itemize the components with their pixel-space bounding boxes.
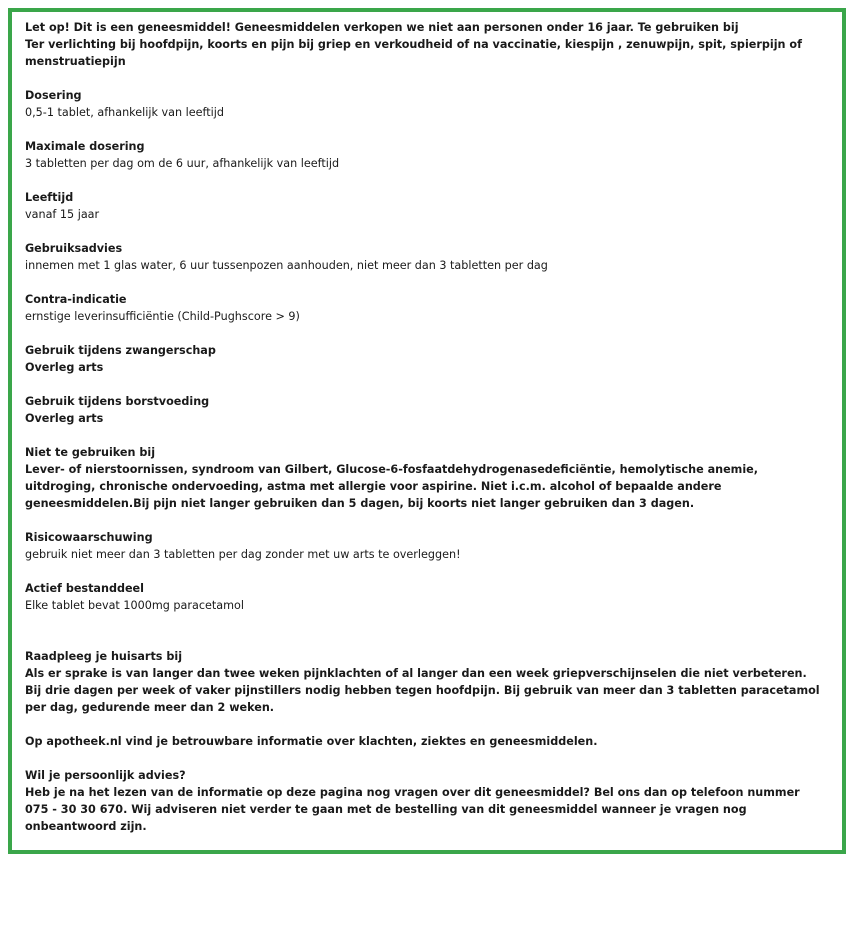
section-heading: Raadpleeg je huisarts bij — [25, 650, 183, 663]
section-value: Als er sprake is van langer dan twee weken pijnklachten of al langer dan een week griepverschijnselen die niet verbeteren. Bij drie dagen per week of vaker pijnstillers nodig hebben tegen hoofdpijn. Bij gebruik van meer dan 3 tabletten paracetamol per dag, gedurende meer dan 2 weken. — [25, 667, 820, 714]
section-heading: Leeftijd — [25, 191, 74, 204]
section-value: Elke tablet bevat 1000mg paracetamol — [25, 599, 244, 612]
intro-indications: Ter verlichting bij hoofdpijn, koorts en pijn bij griep en verkoudheid of na vaccinatie, kiespijn , zenuwpijn, spit, spierpijn of menstruatiepijn — [25, 38, 802, 68]
section-max-dosering — [25, 138, 825, 172]
section-zwangerschap — [25, 342, 825, 376]
section-value: 0,5-1 tablet, afhankelijk van leeftijd — [25, 106, 224, 119]
section-leeftijd — [25, 189, 825, 223]
section-heading: Gebruik tijdens zwangerschap — [25, 344, 216, 357]
apotheek-note: Op apotheek.nl vind je betrouwbare informatie over klachten, ziektes en geneesmiddelen. — [25, 735, 598, 748]
section-borstvoeding — [25, 393, 825, 427]
section-heading: Wil je persoonlijk advies? — [25, 769, 186, 782]
section-value: Overleg arts — [25, 361, 104, 374]
section-heading: Dosering — [25, 89, 82, 102]
section-heading: Risicowaarschuwing — [25, 531, 153, 544]
section-niet-gebruiken — [25, 444, 825, 512]
section-heading: Contra-indicatie — [25, 293, 127, 306]
section-value: gebruik niet meer dan 3 tabletten per dag zonder met uw arts te overleggen! — [25, 548, 461, 561]
section-value: 3 tabletten per dag om de 6 uur, afhankelijk van leeftijd — [25, 157, 340, 170]
section-value: Heb je na het lezen van de informatie op deze pagina nog vragen over dit geneesmiddel? Bel ons dan op telefoon nummer 075 - 30 30 670. Wij adviseren niet verder te gaan met de bestelling van dit geneesmiddel wanneer je vragen nog onbeantwoord zijn. — [25, 786, 800, 833]
section-value: Lever- of nierstoornissen, syndroom van Gilbert, Glucose-6-fosfaatdehydrogenasedeficiëntie, hemolytische anemie, uitdroging, chronische ondervoeding, astma met allergie voor aspirine. Niet i.c.m. alcohol of bepaalde andere geneesmiddelen.Bij pijn niet langer gebruiken dan 5 dagen, bij koorts niet langer gebruiken dan 3 dagen. — [25, 463, 758, 510]
section-raadpleeg-huisarts — [25, 648, 825, 716]
intro-block — [25, 19, 825, 70]
medication-info — [25, 19, 825, 835]
section-value: vanaf 15 jaar — [25, 208, 100, 221]
section-value: ernstige leverinsufficiëntie (Child-Pughscore > 9) — [25, 310, 300, 323]
section-heading: Maximale dosering — [25, 140, 145, 153]
intro-warning: Let op! Dit is een geneesmiddel! Geneesmiddelen verkopen we niet aan personen onder 16 jaar. Te gebruiken bij — [25, 21, 739, 34]
section-heading: Niet te gebruiken bij — [25, 446, 156, 459]
section-gebruiksadvies — [25, 240, 825, 274]
section-heading: Gebruiksadvies — [25, 242, 123, 255]
section-apotheek — [25, 733, 825, 750]
section-actief-bestanddeel — [25, 580, 825, 614]
section-value: innemen met 1 glas water, 6 uur tussenpozen aanhouden, niet meer dan 3 tabletten per dag — [25, 259, 548, 272]
section-heading: Gebruik tijdens borstvoeding — [25, 395, 210, 408]
section-persoonlijk-advies — [25, 767, 825, 835]
section-heading: Actief bestanddeel — [25, 582, 144, 595]
section-contra-indicatie — [25, 291, 825, 325]
section-value: Overleg arts — [25, 412, 104, 425]
section-risicowaarschuwing — [25, 529, 825, 563]
section-dosering — [25, 87, 825, 121]
